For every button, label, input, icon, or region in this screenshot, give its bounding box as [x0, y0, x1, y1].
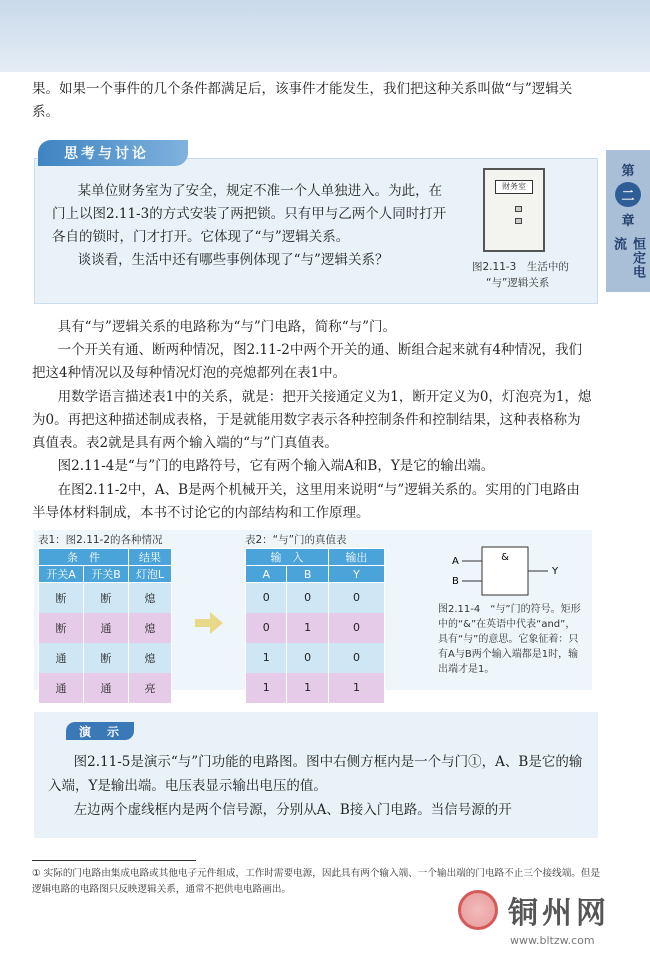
think-paragraph: 谈谈看，生活中还有哪些事例体现了“与”逻辑关系？ [77, 251, 389, 268]
table2 [245, 548, 385, 703]
table1-group-result: 结果 [129, 549, 172, 566]
safe-door-illustration [483, 168, 545, 252]
lock-icon [515, 218, 522, 224]
demo-paragraph: 左边两个虚线框内是两个信号源，分别从A、B接入门电路。当信号源的开 [73, 802, 512, 819]
table-cell: 1 [246, 643, 287, 673]
table-cell: 断 [39, 613, 84, 643]
and-gate-symbol [450, 543, 572, 599]
table1-group-conditions: 条 件 [39, 549, 129, 566]
footnote-divider [32, 860, 196, 861]
table-row [39, 643, 172, 673]
intro-paragraph: 果。如果一个事件的几个条件都满足后，该事件才能发生，我们把这种关系叫做“与”逻辑关系。 [32, 81, 573, 120]
table-row [39, 583, 172, 613]
table2-col-a: A [246, 566, 287, 583]
lock-icon [515, 206, 522, 212]
table2-title: 表2：“与”门的真值表 [245, 534, 347, 546]
body-paragraph: 一个开关有通、断两种情况，图2.11-2中两个开关的通、断组合起来就有4种情况，我们把这4种情况以及每种情况灯泡的亮熄都列在表1中。 [32, 342, 582, 382]
table1 [38, 548, 172, 703]
table-cell: 0 [287, 583, 328, 613]
table-cell: 1 [328, 673, 384, 703]
table-row [246, 613, 385, 643]
gate-output-y: Y [552, 566, 559, 577]
table2-col-b: B [287, 566, 328, 583]
table2-col-y: Y [328, 566, 384, 583]
body-paragraph: 在图2.11-2中，A、B是两个机械开关，这里用来说明“与”逻辑关系的。实用的门电路由半导体材料制成，本书不讨论它的内部结构和工作原理。 [32, 481, 580, 521]
table-row [246, 673, 385, 703]
table-cell: 断 [39, 583, 84, 613]
table-cell: 0 [328, 583, 384, 613]
figure-caption-line: “与”逻辑关系 [486, 276, 550, 289]
table-row [246, 583, 385, 613]
body-paragraph: 具有“与”逻辑关系的电路称为“与”门电路，简称“与”门。 [57, 319, 397, 335]
right-arrow-icon [195, 612, 223, 634]
table-cell: 熄 [129, 613, 172, 643]
table-row [39, 673, 172, 703]
figure-caption-2-11-3 [472, 260, 569, 292]
table-cell: 断 [84, 583, 129, 613]
chapter-title: 恒定电流 [611, 237, 645, 280]
watermark-seal-icon [458, 890, 498, 930]
chapter-number: 二 [615, 182, 641, 207]
table-cell: 1 [287, 613, 328, 643]
table2-group-output: 输出 [328, 549, 384, 566]
demo-paragraph: 图2.11-5是演示“与”门功能的电路图。图中右侧方框内是一个与门①，A、B是它的输入端，Y是输出端。电压表显示输出电压的值。 [48, 754, 583, 795]
table-cell: 0 [328, 613, 384, 643]
table1-col-l: 灯泡L [129, 566, 172, 583]
table-cell: 1 [246, 673, 287, 703]
table-cell: 通 [84, 673, 129, 703]
watermark-url: www.bltzw.com [510, 934, 595, 947]
table-cell: 0 [328, 643, 384, 673]
table-cell: 熄 [129, 643, 172, 673]
table-row [246, 643, 385, 673]
table-cell: 熄 [129, 583, 172, 613]
table-row [39, 613, 172, 643]
figure-caption-line: 图2.11-3 生活中的 [472, 261, 569, 273]
chapter-side-tab[interactable] [606, 150, 650, 292]
table1-col-a: 开关A [39, 566, 84, 583]
site-watermark [450, 888, 646, 956]
table1-col-b: 开关B [84, 566, 129, 583]
demo-text [48, 750, 588, 822]
gate-symbol-text: & [501, 552, 509, 563]
watermark-title: 铜州网 [508, 896, 610, 931]
table-cell: 通 [84, 613, 129, 643]
footnote: ① 实际的门电路由集成电路或其他电子元件组成，工作时需要电源，因此具有两个输入端、一个输出端的门电路不止三个接线端。但是逻辑电路的电路图只反映逻辑关系，通常不把供电电路画出。 [32, 868, 601, 895]
table-cell: 通 [39, 643, 84, 673]
table2-group-input: 输 入 [246, 549, 329, 566]
table1-title: 表1：图2.11-2的各种情况 [38, 534, 163, 546]
body-paragraph: 用数学语言描述表1中的关系，就是：把开关接通定义为1，断开定义为0，灯泡亮为1，熄为0。再把这种描述制成表格，于是就能用数字表示各种控制条件和控制结果，这种表格称为真值表。表2就是具有两个输入端的“与”门真值表。 [32, 388, 592, 452]
gate-input-b: B [452, 576, 459, 587]
think-paragraph: 某单位财务室为了安全，规定不准一个人单独进入。为此，在门上以图2.11-3的方式安装了两把锁。只有甲与乙两个人同时打开各自的锁时，门才打开。它体现了“与”逻辑关系。 [52, 183, 447, 245]
top-band [0, 0, 650, 72]
think-discuss-text [52, 180, 447, 272]
table-cell: 断 [84, 643, 129, 673]
table-cell: 0 [246, 583, 287, 613]
table-cell: 0 [287, 643, 328, 673]
body-text [32, 316, 592, 525]
think-discuss-header: 思考与讨论 [38, 140, 188, 166]
table-cell: 亮 [129, 673, 172, 703]
figure-caption-2-11-4: 图2.11-4 “与”门的符号。矩形中的“&”在英语中代表“and”，具有“与”的意思。它象征着：只有A与B两个输入端都是1时，输出端才是1。 [438, 604, 581, 675]
table-cell: 通 [39, 673, 84, 703]
body-paragraph: 图2.11-4是“与”门的电路符号，它有两个输入端A和B，Y是它的输出端。 [57, 458, 495, 475]
table-cell: 1 [287, 673, 328, 703]
chapter-prefix: 第 [621, 164, 635, 179]
gate-input-a: A [452, 556, 459, 567]
door-plate: 财务室 [495, 180, 533, 194]
demo-header: 演 示 [66, 722, 134, 740]
table-cell: 0 [246, 613, 287, 643]
chapter-suffix: 章 [621, 214, 635, 230]
